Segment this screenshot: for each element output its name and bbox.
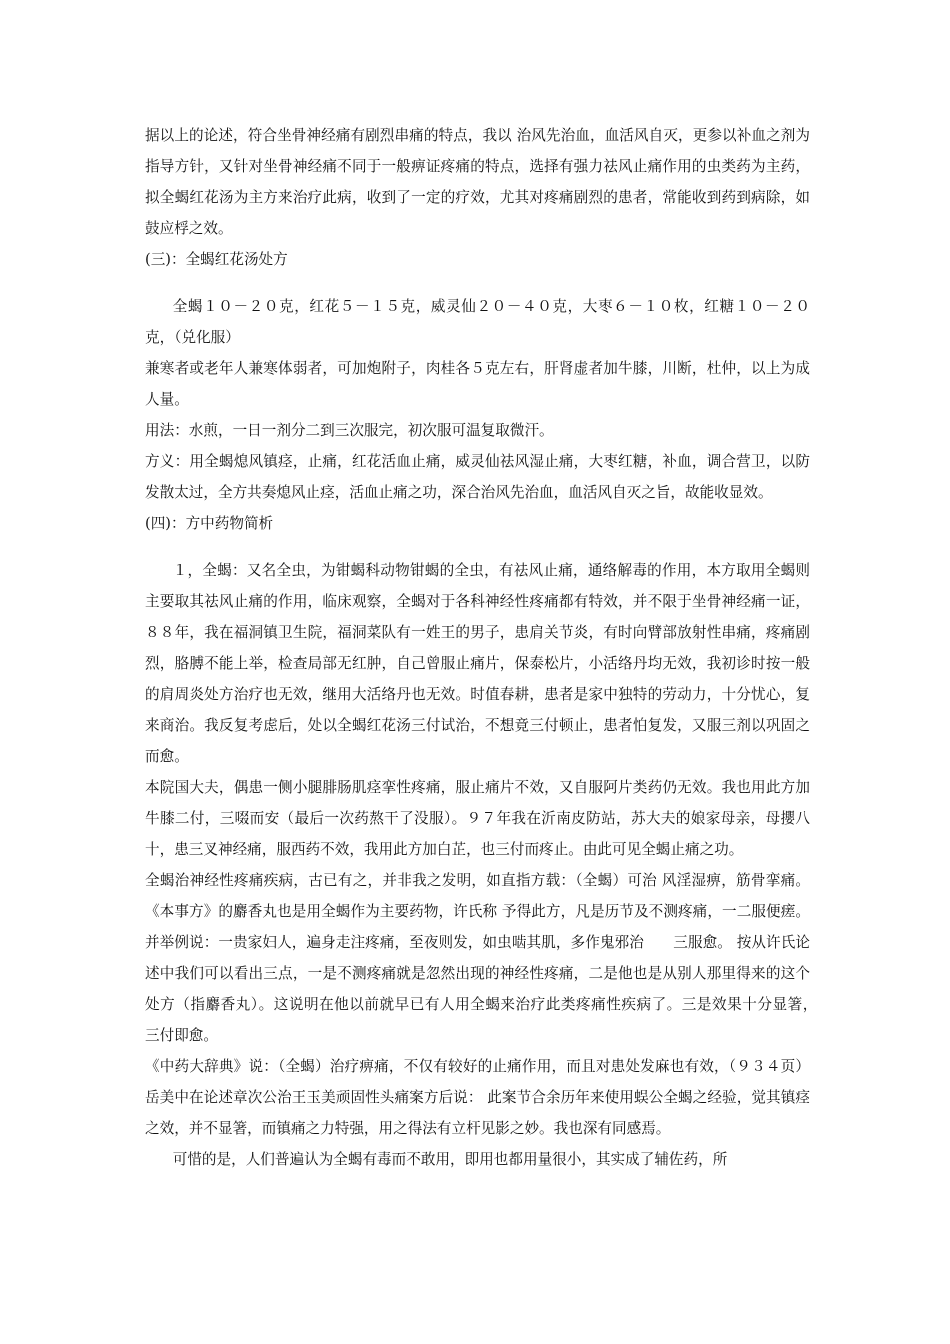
paragraph-discussion: 据以上的论述，符合坐骨神经痛有剧烈串痛的特点，我以 治风先治血，血活风自灭，更参以补血之剂为指导方针，又针对坐骨神经痛不同于一般痹证疼痛的特点，选择有强力祛风止痛作用的虫类药为主药，拟全蝎红花汤为主方来治疗此病，收到了一定的疗效，尤其对疼痛剧烈的患者，常能收到药到病除，如鼓应桴之效。 [145, 127, 810, 237]
section-heading-analysis: (四)：方中药物简析 [145, 515, 274, 532]
paragraph-closing: 可惜的是，人们普遍认为全蝎有毒而不敢用，即用也都用量很小，其实成了辅佐药，所 [172, 1151, 728, 1168]
section-heading-prescription: (三)：全蝎红花汤处方 [145, 251, 288, 268]
paragraph-modifications: 兼寒者或老年人兼寒体弱者，可加炮附子，肉桂各５克左右，肝肾虚者加牛膝，川断，杜仲，以上为成人量。 [145, 360, 810, 408]
paragraph-rationale: 方义：用全蝎熄风镇痉，止痛，红花活血止痛，威灵仙祛风湿止痛，大枣红糖，补血，调合营卫，以防发散太过，全方共奏熄风止痉，活血止痛之功，深合治风先治血，血活风自灭之旨，故能收显效。 [145, 453, 810, 501]
paragraph-usage: 用法：水煎，一日一剂分二到三次服完，初次服可温复取微汗。 [145, 422, 554, 439]
paragraph-case-guo: 本院国大夫，偶患一侧小腿腓肠肌痉挛性疼痛，服止痛片不效，又自服阿片类药仍无效。我也用此方加牛膝二付，三啜而安（最后一次药熬干了没服）。９７年我在沂南皮防站，苏大夫的娘家母亲，母攖八十，患三叉神经痛，服西药不效，我用此方加白芷，也三付而疼止。由此可见全蝎止痛之功。 [145, 779, 810, 858]
paragraph-scorpion: １，全蝎：又名全虫，为钳蝎科动物钳蝎的全虫，有祛风止痛，通络解毒的作用，本方取用全蝎则主要取其祛风止痛的作用，临床观察，全蝎对于各科神经性疼痛都有特效，并不限于坐骨神经痛一证，８８年，我在福洞镇卫生院，福洞菜队有一姓王的男子，患肩关节炎，有时向臂部放射性串痛，疼痛剧烈，胳膊不能上举，检查局部无红肿，自己曾服止痛片，保泰松片，小活络丹均无效，我初诊时按一般的肩周炎处方治疗也无效，继用大活络丹也无效。时值春耕，患者是家中独特的劳动力，十分忧心，复来商治。我反复考虑后，处以全蝎红花汤三付试治，不想竟三付顿止，患者怕复发，又服三剂以巩固之而愈。 [145, 562, 810, 765]
spacer [145, 275, 810, 291]
paragraph-history: 全蝎治神经性疼痛疾病，古已有之，并非我之发明，如直指方载：（全蝎）可治 风淫湿痹，筋骨挛痛。《本事方》的麝香丸也是用全蝎作为主要药物，许氏称 予得此方，凡是历节及不测疼痛，一二服便瘥。 并举例说：一贵家妇人，遍身走注疼痛，至夜则发，如虫啮其肌，多作鬼邪治 三服愈。 按从许氏论述中我们可以看出三点，一是不测疼痛就是忽然出现的神经性疼痛，二是他也是从别人那里得来的这个处方（指麝香丸）。这说明在他以前就早已有人用全蝎来治疗此类疼痛性疾病了。三是效果十分显箸， 三付即愈。 [145, 872, 854, 1044]
document-page [145, 120, 854, 1175]
paragraph-prescription: 全蝎１０－２０克，红花５－１５克，威灵仙２０－４０克，大枣６－１０枚，红糖１０－２０克，（兑化服） [145, 298, 810, 346]
spacer [145, 539, 810, 555]
paragraph-dictionary: 《中药大辞典》说：（全蝎）治疗痹痛，不仅有较好的止痛作用，而且对患处发麻也有效，（９３４页）岳美中在论述章次公治王玉美顽固性头痛案方后说： 此案节合余历年来使用蜈公全蝎之经验，觉其镇痉之效，并不显箸，而镇痛之力特强，用之得法有立杆见影之妙。我也深有同感焉。 [145, 1058, 810, 1137]
